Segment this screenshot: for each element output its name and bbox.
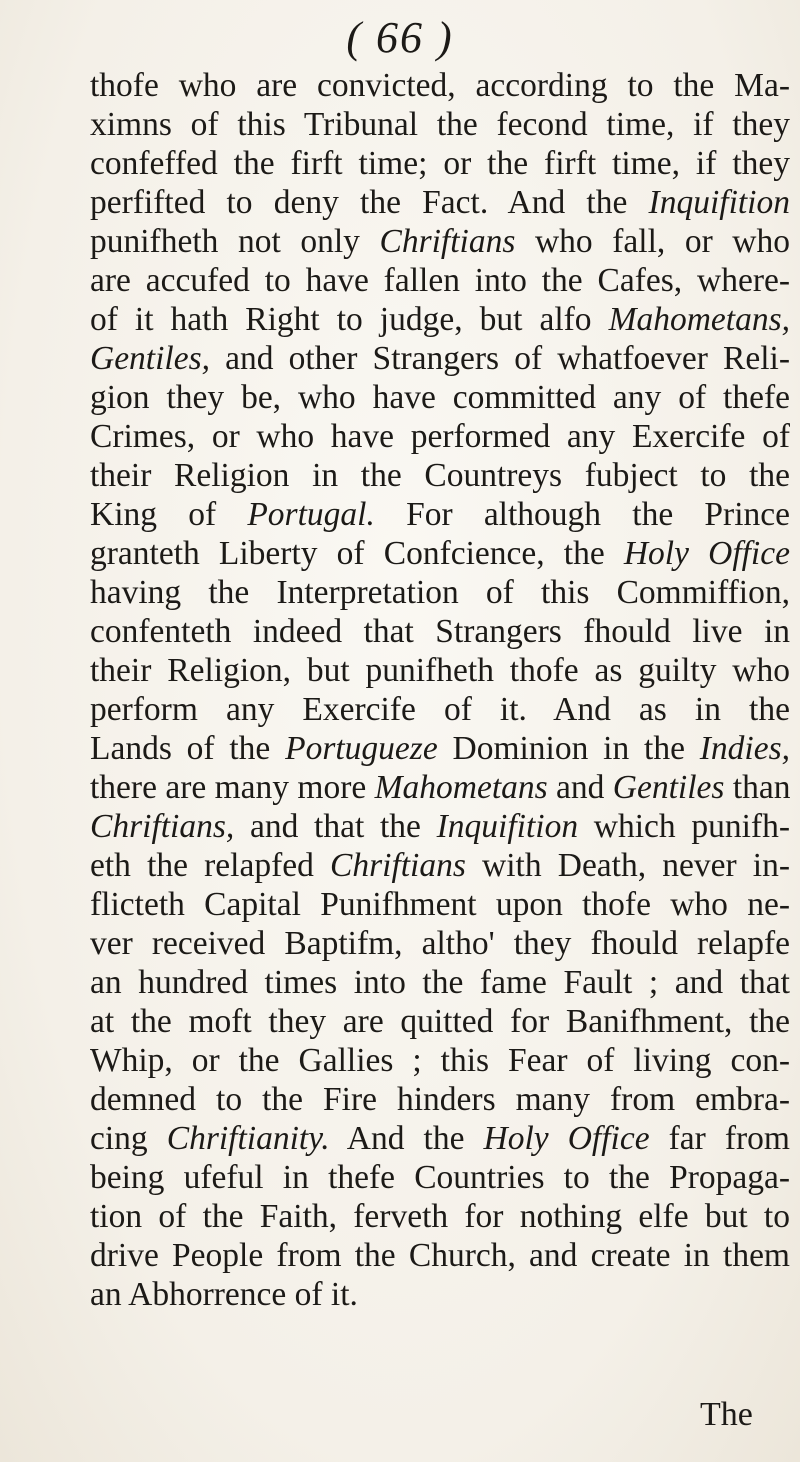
text-line [90,690,790,729]
italic-text: Mahometans [374,769,548,806]
text-segment: For although the Prince [374,496,790,533]
text-line [90,924,790,963]
text-segment: and that the [234,808,437,845]
text-segment: confenteth indeed that Strangers fhould live in [90,613,790,650]
text-line [90,1236,790,1275]
italic-text: Gentiles [612,769,725,806]
text-line [90,573,790,612]
text-segment: an Abhorrence of it. [90,1276,358,1313]
text-line [90,1158,790,1197]
text-segment: King of [90,496,248,533]
text-line [90,1080,790,1119]
text-line [90,66,790,105]
italic-text: Chriftians, [90,808,235,845]
text-line [90,339,790,378]
text-segment: and [547,769,613,806]
catchword: The [700,1396,753,1433]
text-line [90,729,790,768]
text-segment: ver received Baptifm, altho' they fhould relapfe [90,925,790,962]
italic-text: Inquifition [648,184,790,221]
text-segment: Lands of the [90,730,286,767]
text-line [90,885,790,924]
text-line [90,105,790,144]
italic-text: Chriftians [330,847,466,884]
text-line [90,183,790,222]
text-line [90,495,790,534]
text-line [90,417,790,456]
text-segment: an hundred times into the fame Fault ; and that [90,964,790,1001]
text-line [90,456,790,495]
text-segment: demned to the Fire hinders many from embra- [90,1081,790,1118]
text-segment: gion they be, who have committed any of thefe [90,379,790,416]
text-segment: far from [649,1120,790,1157]
text-line [90,807,790,846]
italic-text: Holy Office [623,535,790,572]
text-line [90,378,790,417]
text-segment: ximns of this Tribunal the fecond time, if they [90,106,790,143]
italic-text: Holy Office [483,1120,650,1157]
italic-text: Chriftianity. [166,1120,330,1157]
text-segment: perform any Exercife of it. And as in the [90,691,790,728]
text-line [90,144,790,183]
text-segment: drive People from the Church, and create in them [90,1237,790,1274]
text-segment: their Religion in the Countreys fubject to the [90,457,790,494]
text-line [90,1002,790,1041]
text-line [90,612,790,651]
italic-text: Gentiles, [90,340,211,377]
text-segment: confeffed the firft time; or the firft time, if they [90,145,790,182]
page-number: ( 66 ) [346,13,454,62]
text-segment: there are many more [90,769,375,806]
body-text [90,66,790,1314]
text-line [90,768,790,807]
italic-text: Mahometans, [608,301,790,338]
text-line [90,534,790,573]
text-segment: being ufeful in thefe Countries to the Propaga- [90,1159,790,1196]
italic-text: Portugueze [285,730,438,767]
text-segment: punifheth not only [90,223,380,260]
text-line [90,222,790,261]
text-line [90,1197,790,1236]
text-segment: tion of the Faith, ferveth for nothing elfe but to [90,1198,790,1235]
text-line [90,846,790,885]
text-line [90,300,790,339]
text-segment: flicteth Capital Punifhment upon thofe who ne- [90,886,790,923]
italic-text: Portugal. [247,496,375,533]
text-segment: than [724,769,790,806]
text-segment: thofe who are convicted, according to the Ma- [90,67,790,104]
text-line [90,261,790,300]
text-segment: having the Interpretation of this Commiffion, [90,574,790,611]
text-segment: And the [329,1120,484,1157]
text-line [90,1119,790,1158]
text-line [90,963,790,1002]
italic-text: Chriftians [379,223,516,260]
text-segment: of it hath Right to judge, but alfo [90,301,609,338]
text-line [90,1275,790,1314]
text-line [90,651,790,690]
text-segment: which punifh- [578,808,790,845]
text-segment: at the moft they are quitted for Banifhment, the [90,1003,790,1040]
text-segment: who fall, or who [515,223,790,260]
italic-text: Inquifition [436,808,579,845]
italic-text: Indies, [699,730,790,767]
text-segment: with Death, never in- [465,847,790,884]
text-segment: eth the relapfed [90,847,330,884]
text-segment: and other Strangers of whatfoever Reli- [210,340,790,377]
text-segment: are accufed to have fallen into the Cafes, where- [90,262,790,299]
text-line [90,1041,790,1080]
text-segment: cing [90,1120,167,1157]
text-segment: perfifted to deny the Fact. And the [90,184,649,221]
text-segment: Dominion in the [437,730,700,767]
text-segment: granteth Liberty of Confcience, the [90,535,624,572]
text-segment: Crimes, or who have performed any Exercife of [90,418,790,455]
text-segment: Whip, or the Gallies ; this Fear of living con- [90,1042,790,1079]
text-segment: their Religion, but punifheth thofe as guilty who [90,652,790,689]
